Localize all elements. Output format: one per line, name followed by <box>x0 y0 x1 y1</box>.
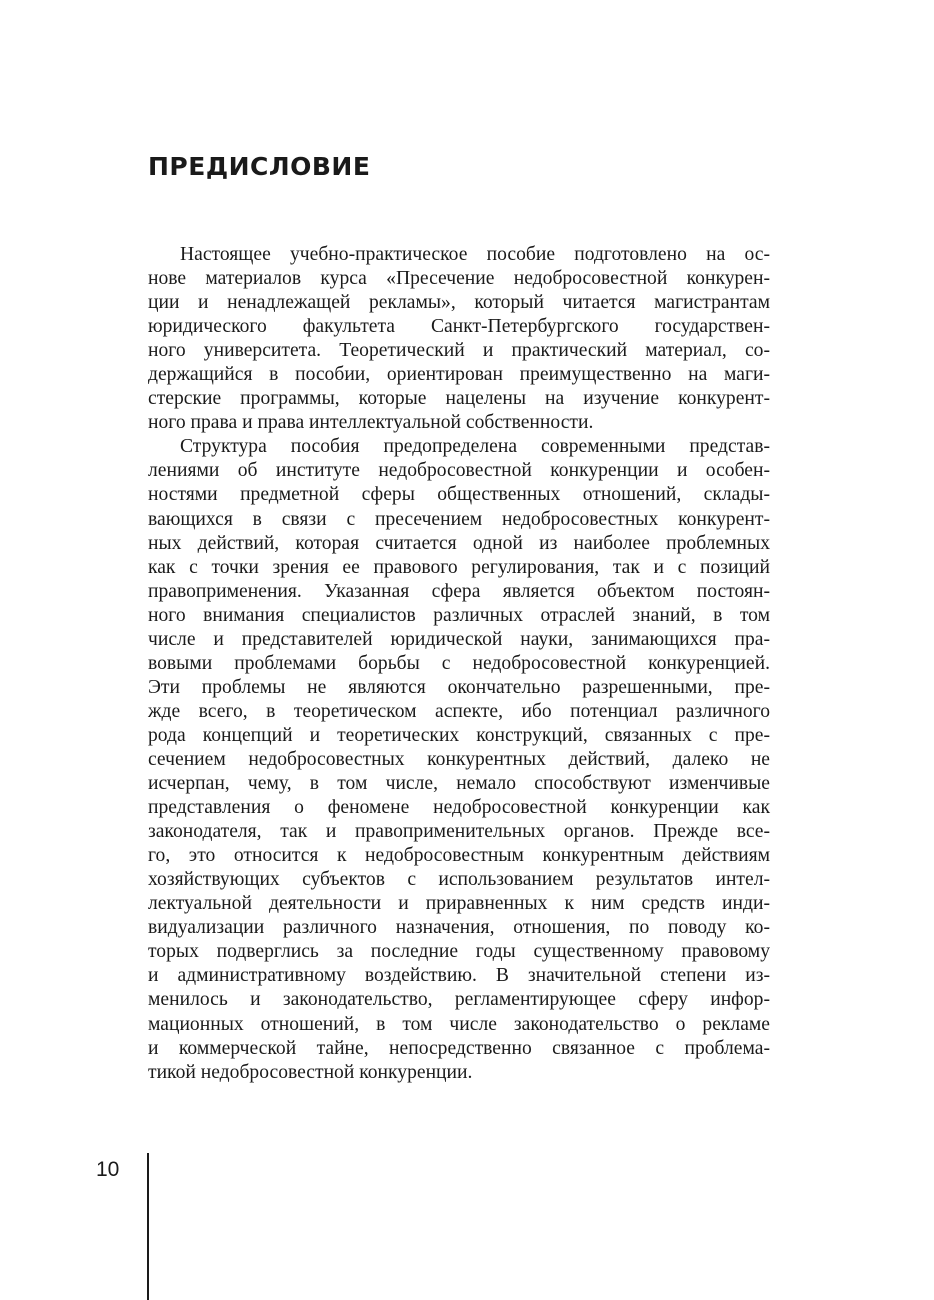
text-line: числе и представителей юридической науки, занимающихся пра- <box>148 628 770 650</box>
text-line: ного университета. Теоретический и практический материал, со- <box>148 340 770 362</box>
text-line: видуализации различного назначения, отношения, по поводу ко- <box>148 917 770 939</box>
text-line: юридического факультета Санкт-Петербургского государствен- <box>148 316 770 338</box>
text-line: держащийся в пособии, ориентирован преимущественно на маги- <box>148 364 770 386</box>
page-margin-rule <box>147 1153 149 1300</box>
text-line: вающихся в связи с пресечением недобросовестных конкурент- <box>148 508 770 530</box>
text-line: мационных отношений, в том числе законодательство о рекламе <box>148 1013 770 1035</box>
text-line: и административному воздействию. В значительной степени из- <box>148 965 770 987</box>
text-line: ностями предметной сферы общественных отношений, склады- <box>148 484 770 506</box>
text-line: лектуальной деятельности и приравненных к ним средств инди- <box>148 893 770 915</box>
paragraph-1 <box>148 243 770 435</box>
text-line: ного права и права интеллектуальной собственности. <box>148 412 594 434</box>
text-line: го, это относится к недобросовестным конкурентным действиям <box>148 845 770 867</box>
text-line: правоприменения. Указанная сфера является объектом постоян- <box>148 580 770 602</box>
text-line: и коммерческой тайне, непосредственно связанное с проблема- <box>148 1037 770 1059</box>
text-line: стерские программы, которые нацелены на изучение конкурент- <box>148 388 770 410</box>
text-line: торых подверглись за последние годы существенному правовому <box>148 941 770 963</box>
text-line: вовыми проблемами борьбы с недобросовестной конкуренцией. <box>148 652 770 674</box>
text-line: сечением недобросовестных конкурентных действий, далеко не <box>148 748 770 770</box>
text-line: рода концепций и теоретических конструкций, связанных с пре- <box>148 724 770 746</box>
paragraph-2 <box>148 435 770 1084</box>
text-line: ного внимания специалистов различных отраслей знаний, в том <box>148 604 770 626</box>
text-line: тикой недобросовестной конкуренции. <box>148 1061 473 1083</box>
text-line: хозяйствующих субъектов с использованием результатов интел- <box>148 869 770 891</box>
text-line: нове материалов курса «Пресечение недобросовестной конкурен- <box>148 268 770 290</box>
text-line: ных действий, которая считается одной из наиболее проблемных <box>148 532 770 554</box>
text-line: Структура пособия предопределена современными представ- <box>180 436 770 458</box>
page-title: ПРЕДИСЛОВИЕ <box>148 152 371 181</box>
text-line: ции и ненадлежащей рекламы», который читается магистрантам <box>148 292 770 314</box>
text-line: исчерпан, чему, в том числе, немало способствуют изменчивые <box>148 773 770 795</box>
text-line: Настоящее учебно-практическое пособие подготовлено на ос- <box>180 244 770 265</box>
preface-body <box>148 243 770 1085</box>
text-line: менилось и законодательство, регламентирующее сферу инфор- <box>148 989 770 1011</box>
text-line: законодателя, так и правоприменительных органов. Прежде все- <box>148 821 770 843</box>
text-line: жде всего, в теоретическом аспекте, ибо потенциал различного <box>148 700 770 722</box>
text-line: лениями об институте недобросовестной конкуренции и особен- <box>148 460 770 482</box>
page-number: 10 <box>96 1158 120 1181</box>
text-line: как с точки зрения ее правового регулирования, так и с позиций <box>148 556 770 578</box>
text-line: представления о феномене недобросовестной конкуренции как <box>148 797 770 819</box>
text-line: Эти проблемы не являются окончательно разрешенными, пре- <box>148 676 770 698</box>
